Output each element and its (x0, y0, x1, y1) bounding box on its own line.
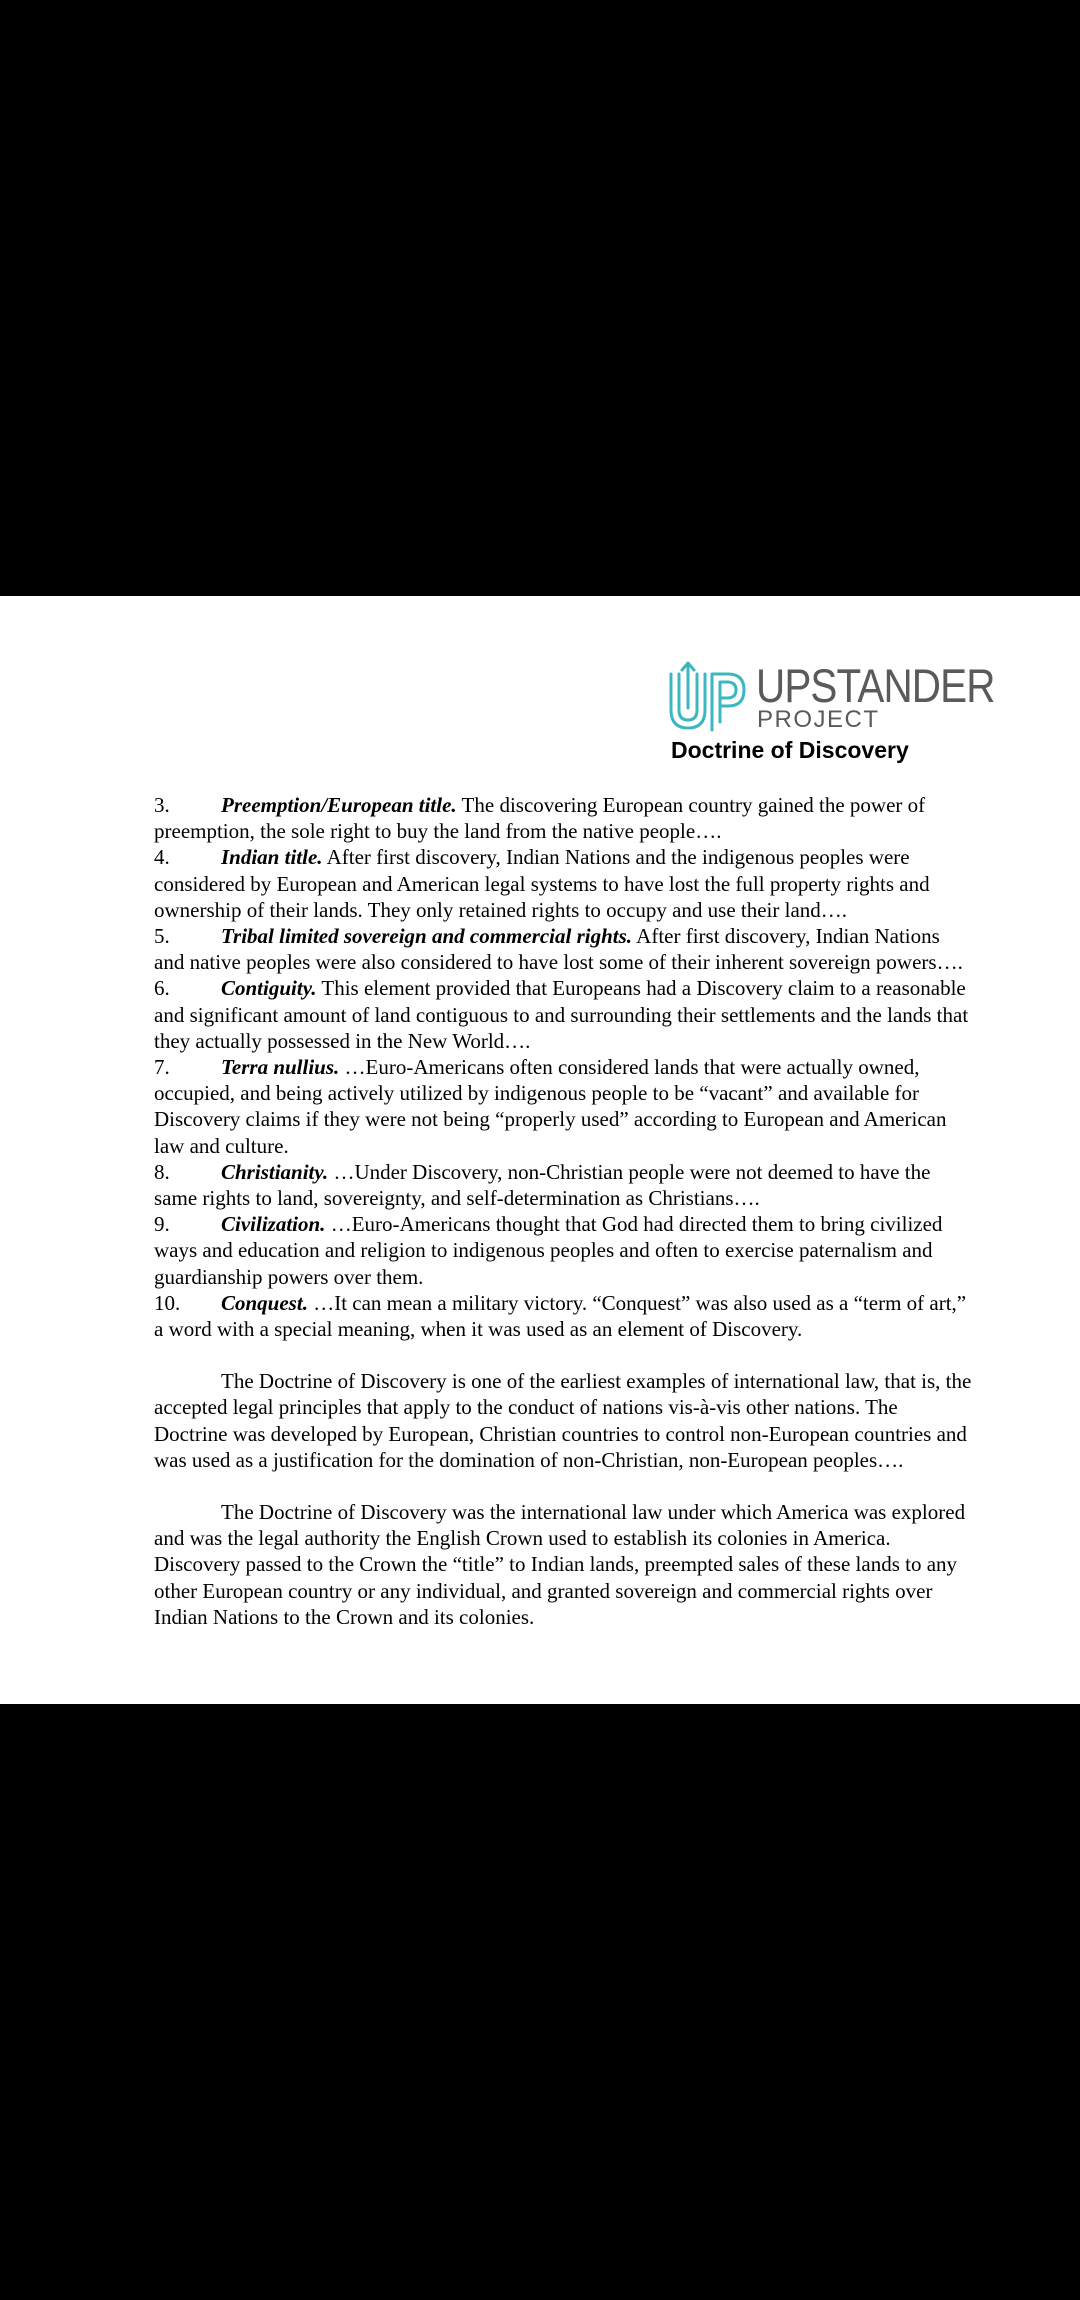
item-term: Conquest. (221, 1290, 308, 1315)
logo-subtitle: PROJECT (757, 706, 880, 733)
item-text: The discovering European country gained the power of preemption, the sole right to buy the land from the native people…. (154, 793, 926, 844)
item-text: …Under Discovery, non-Christian people were not deemed to have the same rights to land, sovereignty, and self-determination as Christians…. (154, 1159, 931, 1211)
logo-wordmark: UPSTANDER (756, 659, 995, 712)
item-number: 3. (154, 793, 170, 817)
list-item (154, 975, 972, 1054)
body-paragraph: The Doctrine of Discovery was the international law under which America was explored and was the legal authority the English Crown used to establish its colonies in America. Discovery passed to the Crown the “title” to Indian lands, preempted sales of these lands to any other European country or any individual, and granted sovereign and commercial rights over Indian Nations to the Crown and its colonies. (154, 1500, 966, 1629)
upstander-up-arrow-icon (668, 660, 748, 732)
item-text: …Euro-Americans thought that God had directed them to bring civilized ways and education and religion to indigenous peoples and often to exercise paternalism and guardianship powers over them. (154, 1212, 943, 1289)
item-text: This element provided that Europeans had a Discovery claim to a reasonable and significant amount of land contiguous to and surrounding their settlements and the lands that they actually possessed in the New World…. (154, 976, 969, 1053)
item-text: …It can mean a military victory. “Conquest” was also used as a “term of art,” a word with a special meaning, when it was used as an element of Discovery. (154, 1290, 967, 1342)
list-item (154, 1054, 972, 1159)
list-item (154, 844, 972, 923)
item-number: 5. (154, 924, 170, 949)
item-text: …Euro-Americans often considered lands that were actually owned, occupied, and being actively utilized by indigenous people to be “vacant” and available for Discovery claims if they were not being “properly used” according to European and American law and culture. (154, 1055, 947, 1158)
item-text: After first discovery, Indian Nations and the indigenous peoples were considered by European and American legal systems to have lost the full property rights and ownership of their lands. They only retained rights to occupy and use their land…. (154, 845, 930, 922)
item-number: 6. (154, 976, 170, 1001)
document-page (0, 596, 1080, 1704)
item-text: After first discovery, Indian Nations and native peoples were also considered to have lost some of their inherent sovereign powers…. (154, 924, 963, 975)
item-number: 7. (154, 1055, 170, 1080)
list-item (154, 792, 972, 844)
document-title: Doctrine of Discovery (671, 737, 909, 763)
list-item (154, 923, 972, 975)
item-term: Contiguity. (221, 976, 317, 1001)
item-number: 4. (154, 845, 170, 870)
item-number: 10. (154, 1290, 181, 1315)
item-term: Preemption/European title. (221, 793, 457, 817)
body-paragraph: The Doctrine of Discovery is one of the earliest examples of international law, that is, the accepted legal principles that apply to the conduct of nations vis-à-vis other nations. The Doctrine was developed by European, Christian countries to control non-European countries and was used as a justification for the domination of non-Christian, non-European peoples…. (154, 1369, 972, 1472)
item-term: Indian title. (221, 845, 323, 870)
item-term: Terra nullius. (221, 1055, 340, 1080)
list-item (154, 1159, 972, 1211)
item-term: Tribal limited sovereign and commercial rights. (221, 924, 633, 949)
document-body (154, 792, 972, 1630)
list-item (154, 1211, 972, 1290)
item-term: Christianity. (221, 1159, 329, 1184)
item-term: Civilization. (221, 1212, 326, 1237)
item-number: 9. (154, 1212, 170, 1237)
upstander-project-logo (668, 659, 995, 733)
list-item (154, 1290, 972, 1342)
item-number: 8. (154, 1159, 170, 1184)
